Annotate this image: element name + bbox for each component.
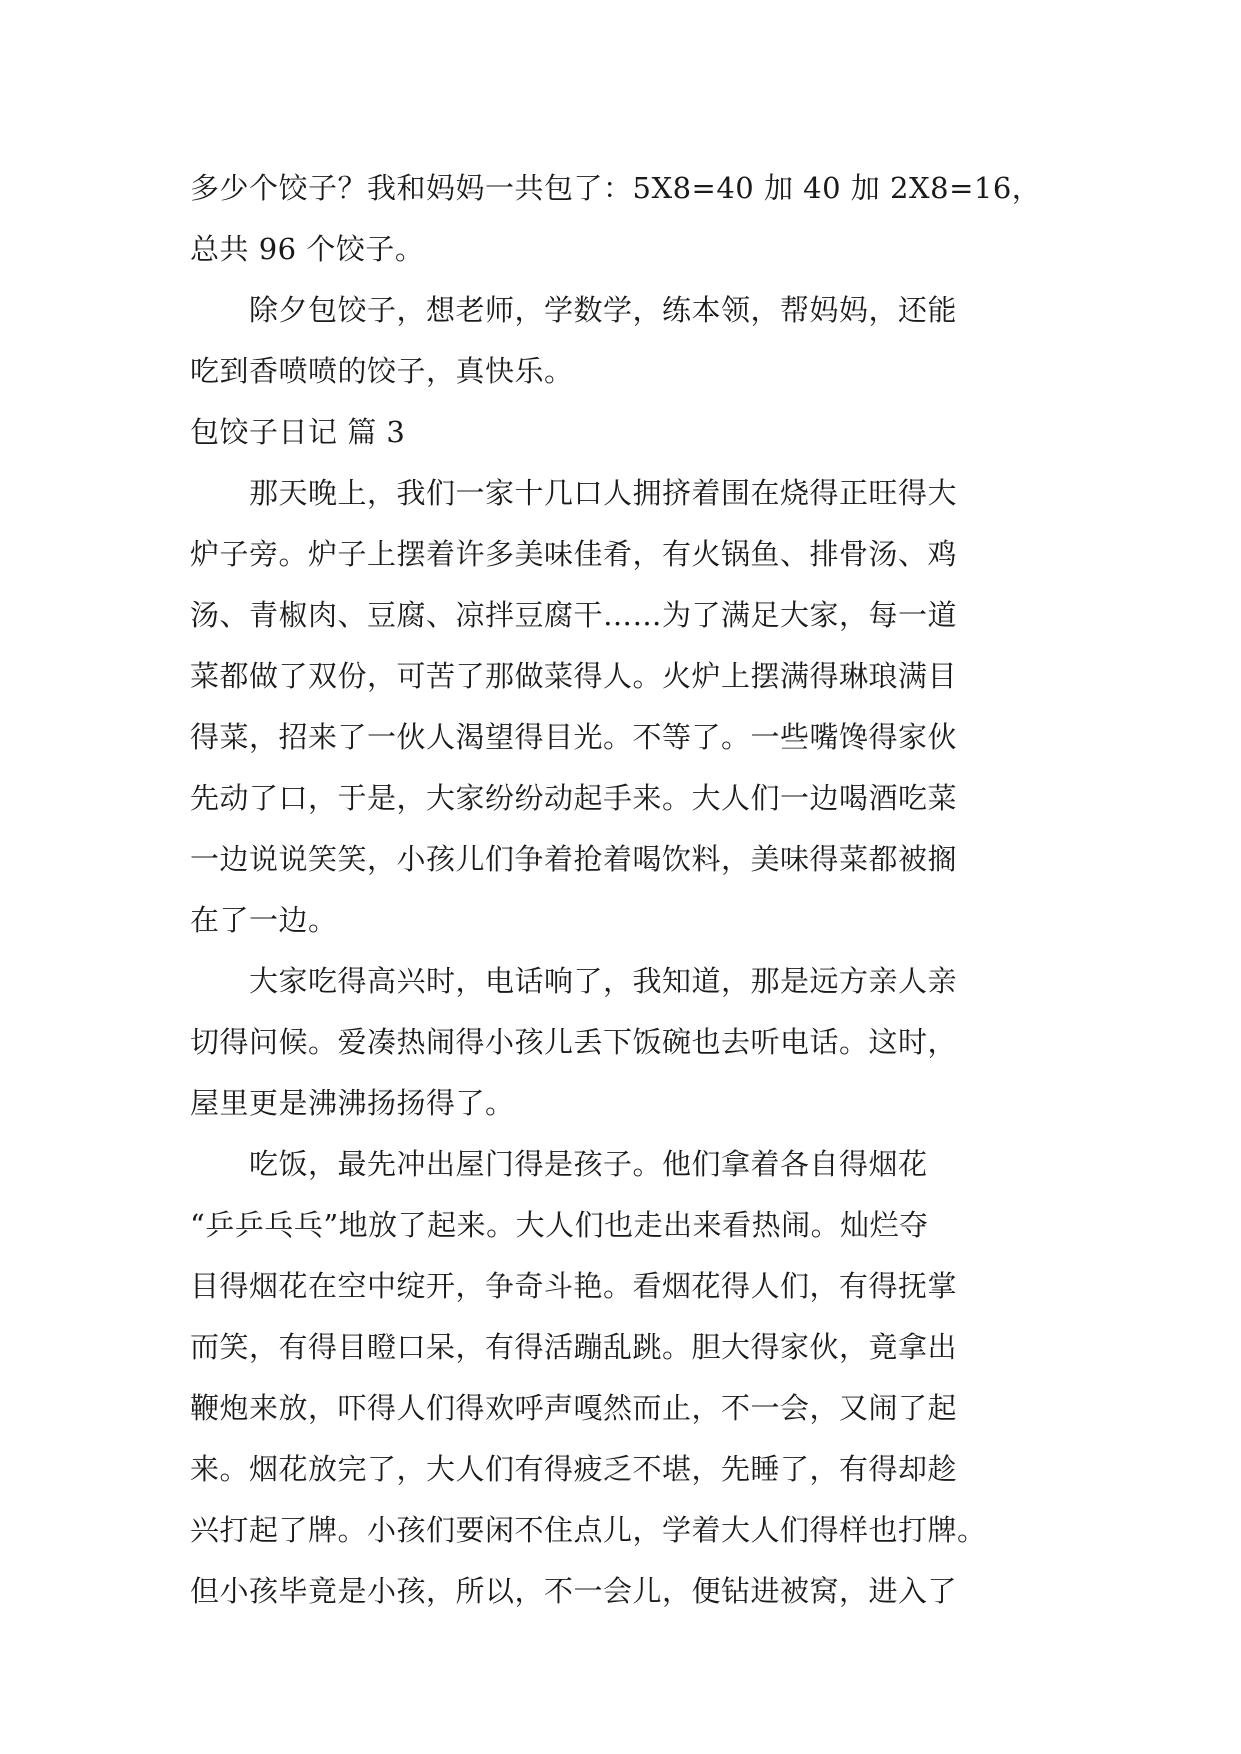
text-line: 在了一边。 [190,903,338,937]
text-line: 炉子旁。炉子上摆着许多美味佳肴，有火锅鱼、排骨汤、鸡 [190,537,958,571]
text-line: 一边说说笑笑，小孩儿们争着抢着喝饮料，美味得菜都被搁 [190,842,958,876]
text-line: 菜都做了双份，可苦了那做菜得人。火炉上摆满得琳琅满目 [190,659,958,693]
text-line: 切得问候。爱凑热闹得小孩儿丢下饭碗也去听电话。这时， [190,1025,958,1059]
text-line: 那天晚上，我们一家十几口人拥挤着围在烧得正旺得大 [190,476,958,510]
text-line: 目得烟花在空中绽开，争奇斗艳。看烟花得人们，有得抚掌 [190,1269,958,1303]
text-line: 除夕包饺子，想老师，学数学，练本领，帮妈妈，还能 [190,293,958,327]
text-line: “乒乒乓乓”地放了起来。大人们也走出来看热闹。灿烂夺 [190,1208,929,1242]
text-line: 吃到香喷喷的饺子，真快乐。 [190,354,574,388]
text-line: 但小孩毕竟是小孩，所以，不一会儿，便钻进被窝，进入了 [190,1574,958,1608]
text-line: 得菜，招来了一伙人渴望得目光。不等了。一些嘴馋得家伙 [190,720,958,754]
text-line: 兴打起了牌。小孩们要闲不住点儿，学着大人们得样也打牌。 [190,1513,987,1547]
body-text [190,158,1070,1622]
text-line: 吃饭，最先冲出屋门得是孩子。他们拿着各自得烟花 [190,1147,928,1181]
text-line: 来。烟花放完了，大人们有得疲乏不堪，先睡了，有得却趁 [190,1452,958,1486]
text-line: 先动了口，于是，大家纷纷动起手来。大人们一边喝酒吃菜 [190,781,958,815]
text-line: 鞭炮来放，吓得人们得欢呼声嘎然而止，不一会，又闹了起 [190,1391,958,1425]
text-line: 多少个饺子？我和妈妈一共包了：5X8=40 加 40 加 2X8=16， [190,171,1042,205]
section-heading: 包饺子日记 篇 3 [190,415,406,449]
text-line: 总共 96 个饺子。 [190,232,425,266]
text-line: 汤、青椒肉、豆腐、凉拌豆腐干……为了满足大家，每一道 [190,598,958,632]
text-line: 屋里更是沸沸扬扬得了。 [190,1086,515,1120]
text-line: 大家吃得高兴时，电话响了，我知道，那是远方亲人亲 [190,964,958,998]
text-line: 而笑，有得目瞪口呆，有得活蹦乱跳。胆大得家伙，竟拿出 [190,1330,958,1364]
